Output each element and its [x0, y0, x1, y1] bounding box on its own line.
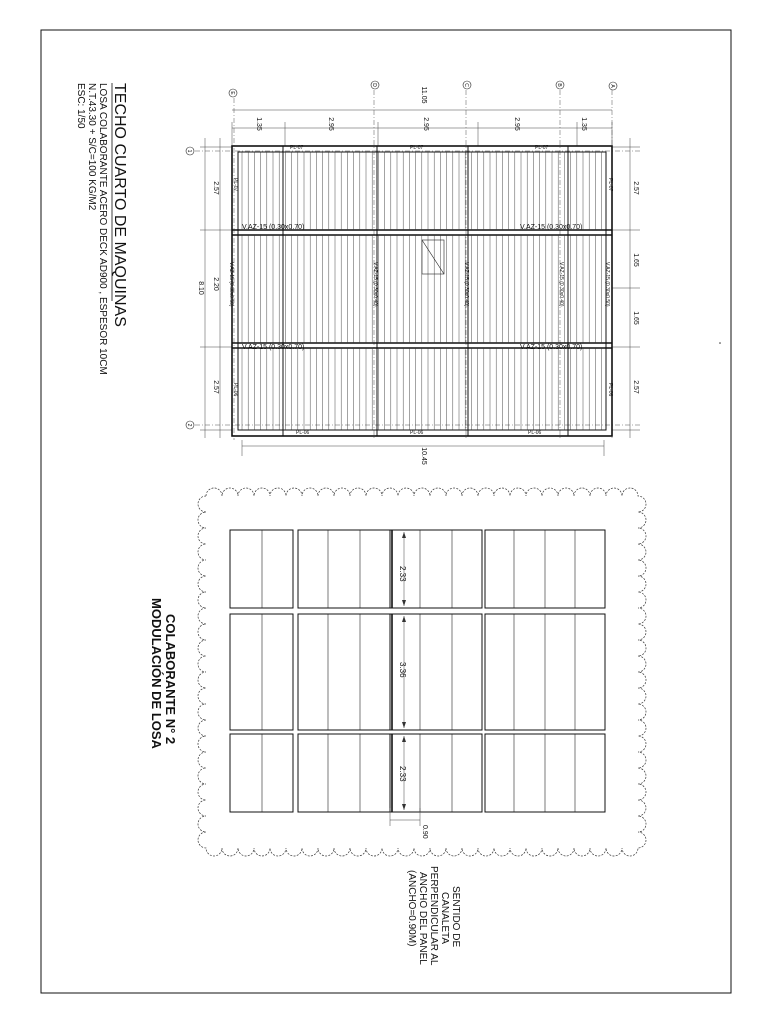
top-dim-5: 1.35 — [580, 117, 587, 131]
direction-note-line-1: SENTIDO DE — [450, 886, 461, 948]
panel-group — [298, 734, 390, 812]
panel-width-dim: 0.90 — [421, 825, 428, 839]
side-beam-label-2: V.AZ-15 (0.30x0.50) — [604, 262, 610, 307]
beam-label-2: V.AZ-15 (0.30x0.70) — [520, 224, 583, 231]
revision-cloud — [198, 488, 646, 856]
beam-label-3: V.AZ-15 (0.30x0.70) — [242, 344, 305, 351]
left-dim-1: 2.57 — [212, 181, 219, 195]
span-dim-3: 2.33 — [398, 766, 407, 782]
right-dim-1: 2.57 — [632, 181, 639, 195]
direction-note-line-4: ANCHO DEL PANEL — [417, 872, 428, 965]
right-dim-3: 1.65 — [632, 311, 639, 325]
edge-label-bottom-1: PL-06 — [296, 430, 310, 436]
drawing-note-3: ESC: 1/50 — [75, 83, 86, 129]
edge-label-top-2: PL-07 — [410, 145, 424, 151]
side-beam-label-1: V.AZ-15 (0.30x0.50) — [228, 262, 234, 307]
axis-label-e: E — [229, 91, 235, 95]
right-dimensions — [612, 138, 640, 438]
drawing-note-1: LOSA COLABORANTE ACERO DECK AD900 , ESPESOR 10CM — [97, 83, 108, 375]
panel-group — [230, 614, 293, 730]
panel-group — [298, 614, 390, 730]
panel-group — [298, 530, 390, 608]
span-dim-2: 3.36 — [398, 662, 407, 678]
beam-label-4: V.AZ-15 (0.30x0.70) — [520, 344, 583, 351]
axis-bubbles — [186, 81, 617, 429]
left-dim-2: 2.20 — [212, 277, 219, 291]
drawing-title: TECHO CUARTO DE MAQUINAS — [111, 83, 128, 327]
top-dim-1: 1.35 — [255, 117, 262, 131]
top-dim-2: 2.95 — [327, 117, 334, 131]
slab-modulation — [230, 530, 605, 812]
left-dim-3: 2.57 — [212, 380, 219, 394]
roof-plan — [186, 81, 640, 465]
axis-label-d: D — [371, 83, 377, 87]
axis-label-1: 1 — [186, 149, 192, 153]
overall-width-dim: 11.05 — [420, 86, 427, 104]
modulation-title-line-2: COLABORANTE N° 2 — [163, 614, 178, 745]
vbeam-label-2: V.AZ-15 (0.30x0.40) — [463, 262, 469, 307]
axis-lines — [195, 90, 640, 440]
edge-label-top-1: PL-07 — [290, 145, 304, 151]
axis-label-b: B — [556, 83, 562, 87]
deck-hatch — [242, 152, 602, 430]
direction-note-line-3: PERPENDICULAR AL — [428, 866, 439, 966]
edge-labels — [232, 145, 613, 436]
side-edge-label-1: PL-07 — [232, 178, 238, 192]
left-dimensions — [197, 138, 232, 438]
vbeam-label-1: V.AZ-15 (0.30x0.40) — [372, 262, 378, 307]
edge-label-bottom-2: PL-06 — [410, 430, 424, 436]
axis-label-a: A — [609, 84, 615, 88]
modulation-title — [149, 598, 178, 750]
bottom-dimension — [242, 440, 604, 465]
top-dim-4: 2.95 — [513, 117, 520, 131]
side-edge-label-2: PL-07 — [607, 178, 613, 192]
vbeam-label-3: V.AZ-15 (0.30x0.40) — [558, 262, 564, 307]
beam-label-1: V.AZ-15 (0.30x0.70) — [242, 224, 305, 231]
drawing-note-2: N.T.43.30 + S/C=100 KG/M2 — [86, 83, 97, 211]
direction-note — [406, 866, 461, 966]
bottom-dim: 10.45 — [420, 447, 427, 465]
modulation-title-line-1: MODULACIÓN DE LOSA — [149, 598, 164, 749]
right-dim-2: 1.65 — [632, 253, 639, 267]
right-dim-4: 2.57 — [632, 380, 639, 394]
axis-label-2: 2 — [186, 423, 192, 427]
span-dim-1: 2.33 — [398, 566, 407, 582]
left-total-dim: 8.10 — [197, 281, 204, 295]
edge-label-bottom-3: PL-06 — [528, 430, 542, 436]
direction-note-line-2: CANALETA — [439, 892, 450, 945]
direction-note-line-5: (ANCHO=0.90M) — [406, 870, 417, 947]
stray-dot — [719, 342, 721, 344]
panel-group — [230, 530, 293, 608]
side-edge-label-4: PL-06 — [607, 383, 613, 397]
title-block — [75, 83, 128, 375]
top-dimensions — [232, 87, 612, 147]
sheet-border — [41, 30, 731, 993]
axis-label-c: C — [463, 83, 469, 87]
side-edge-label-3: PL-06 — [232, 383, 238, 397]
edge-label-top-3: PL-07 — [535, 145, 549, 151]
modulation-dimensions — [390, 532, 428, 839]
panel-group — [230, 734, 293, 812]
top-dim-3: 2.95 — [422, 117, 429, 131]
